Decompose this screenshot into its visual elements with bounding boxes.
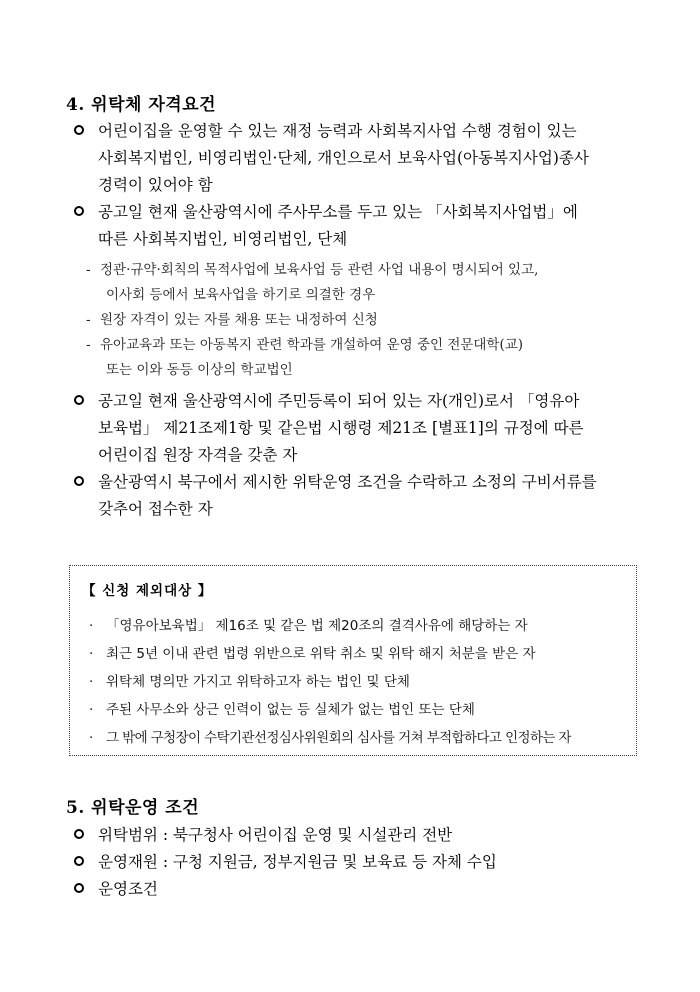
bullet-text: 울산광역시 북구에서 제시한 위탁운영 조건을 수락하고 소정의 구비서류를 [98,473,597,491]
circle-bullet-icon [74,395,84,405]
dash-line [86,333,638,358]
circle-bullet-icon [74,883,84,893]
bullet-text-continued: 갖추어 접수한 자 [98,500,213,518]
dash-text: 정관·규약·회칙의 목적사업에 보육사업 등 관련 사업 내용이 명시되어 있고, [100,262,539,278]
dash-item [86,333,638,383]
exclusion-list [86,612,631,752]
exclusion-item-text: 「영유아보육법」 제16조 및 같은 법 제20조의 결격사유에 해당하는 자 [106,618,528,634]
section-5-bullets [70,822,638,903]
bullet-line [70,118,638,145]
bullet-item [70,469,638,523]
bullet-text-continued: 보육법」 제21조제1항 및 같은법 시행령 제21조 [별표1]의 규정에 따른 [98,419,584,437]
exclusion-item [86,612,631,640]
circle-bullet-icon [74,829,84,839]
section-5-heading: 5. 위탁운영 조건 [66,798,200,818]
bullet-text: 운영재원 : 구청 지원금, 정부지원금 및 보육료 등 자체 수입 [98,853,497,871]
dash-item [86,308,638,333]
bullet-line [70,199,638,226]
exclusion-item [86,724,631,752]
section-4-bullets-2 [70,388,638,523]
exclusion-item-text: 주된 사무소와 상근 인력이 없는 등 실체가 없는 법인 또는 단체 [106,702,475,718]
dash-text: 원장 자격이 있는 자를 채용 또는 내정하여 신청 [100,312,378,328]
exclusion-box-title: 【 신청 제외대상 】 [82,583,213,599]
dot-marker: · [89,730,93,746]
bullet-line [70,849,638,876]
bullet-text: 운영조건 [98,880,158,898]
dash-line [86,308,638,333]
exclusion-box [69,565,637,756]
bullet-text-continued: 어린이집 원장 자격을 갖춘 자 [98,446,298,464]
dash-marker: - [86,312,91,328]
exclusion-item [86,696,631,724]
circle-bullet-icon [74,206,84,216]
bullet-line [70,388,638,415]
exclusion-item-text: 위탁체 명의만 가지고 위탁하고자 하는 법인 및 단체 [106,674,410,690]
dash-text-continued: 또는 이와 동등 이상의 학교법인 [106,362,293,378]
bullet-text-continued: 따른 사회복지법인, 비영리법인, 단체 [98,230,348,248]
bullet-text: 위탁범위 : 북구청사 어린이집 운영 및 시설관리 전반 [98,826,453,844]
bullet-line [70,876,638,903]
bullet-item [70,118,638,199]
dot-marker: · [89,646,94,662]
section-4-bullets [70,118,638,253]
circle-bullet-icon [74,856,84,866]
dash-item [86,258,638,308]
dash-marker: - [86,337,91,353]
dot-marker: · [89,674,94,690]
section-4-sub-items [86,258,638,383]
bullet-text-continued: 경력이 있어야 함 [98,176,213,194]
dash-text-continued: 이사회 등에서 보육사업을 하기로 의결한 경우 [106,287,376,303]
dash-text: 유아교육과 또는 아동복지 관련 학과를 개설하여 운영 중인 전문대학(교) [100,337,524,353]
bullet-text: 공고일 현재 울산광역시에 주사무소를 두고 있는 「사회복지사업법」에 [98,203,578,221]
bullet-item [70,199,638,253]
exclusion-item-text: 최근 5년 이내 관련 법령 위반으로 위탁 취소 및 위탁 해지 처분을 받은 자 [106,646,536,662]
exclusion-item [86,640,631,668]
bullet-line [70,469,638,496]
bullet-item [70,388,638,469]
exclusion-item-text: 그 밖에 구청장이 수탁기관선정심사위원회의 심사를 거쳐 부적합하다고 인정하는 자 [106,730,571,746]
circle-bullet-icon [74,476,84,486]
bullet-text: 공고일 현재 울산광역시에 주민등록이 되어 있는 자(개인)로서 「영유아 [98,392,580,410]
dash-line [86,258,638,283]
bullet-text-continued: 사회복지법인, 비영리법인·단체, 개인으로서 보육사업(아동복지사업)종사 [98,149,589,167]
section-4-heading: 4. 위탁체 자격요건 [66,95,217,115]
circle-bullet-icon [74,125,84,135]
exclusion-item [86,668,631,696]
bullet-line [70,822,638,849]
dot-marker: · [89,618,94,634]
dot-marker: · [89,702,94,718]
dash-marker: - [86,262,91,278]
bullet-text: 어린이집을 운영할 수 있는 재정 능력과 사회복지사업 수행 경험이 있는 [98,122,577,140]
